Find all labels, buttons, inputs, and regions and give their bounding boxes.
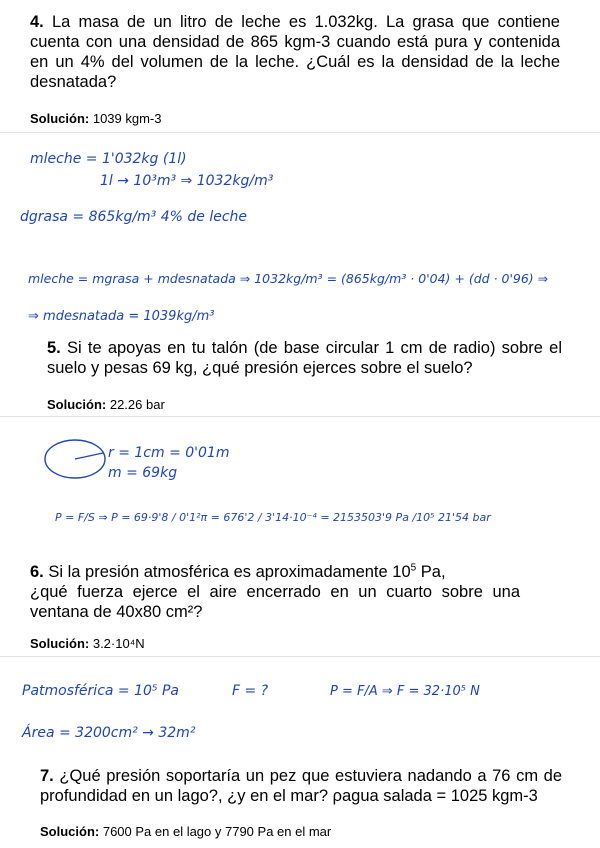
problem-text-line1: Si la presión atmosférica es aproximadamente 10: [48, 563, 411, 581]
solution-value: 3.2·10⁴N: [92, 636, 145, 651]
hw-line: Área = 3200cm² → 32m²: [22, 725, 196, 741]
problem-text: La masa de un litro de leche es 1.032kg. La grasa que contiene cuenta con una densidad de 865 kgm-3 cuando está pura y contenida en un 4% del volumen de la leche. ¿Cuál es la densidad de la leche desnatada?: [30, 13, 560, 91]
problem-text: ¿qué fuerza ejerce el aire encerrado en un cuarto sobre una ventana de 40x80 cm²?: [30, 583, 520, 621]
problem-text-line1-end: Pa,: [416, 563, 446, 581]
radius-line: [75, 453, 103, 459]
hw-line: P = F/S ⇒ P = 69·9'8 / 0'1²π = 676'2 / 3'14·10⁻⁴ = 2153503'9 Pa /10⁵ 21'54 bar: [55, 511, 491, 524]
handwritten-notes-6: [0, 657, 600, 757]
exponent: 5: [410, 562, 417, 574]
problem-number: 4.: [30, 13, 44, 31]
problem-7: [40, 766, 562, 806]
solution-6: [30, 636, 145, 651]
solution-7: [40, 824, 331, 839]
problem-number: 6.: [30, 563, 44, 581]
hw-line: P = F/A ⇒ F = 32·10⁵ N: [330, 684, 480, 699]
problem-text: Si te apoyas en tu talón (de base circular 1 cm de radio) sobre el suelo y pesas 69 kg, ¿qué presión ejerces sobre el suelo?: [47, 339, 562, 377]
hw-line: mleche = mgrasa + mdesnatada ⇒ 1032kg/m³ = (865kg/m³ · 0'04) + (dd · 0'96) ⇒: [28, 271, 549, 286]
handwritten-notes-5: [0, 417, 600, 552]
solution-label: Solución:: [47, 397, 107, 412]
problem-number: 5.: [47, 339, 61, 357]
problem-6: [30, 562, 520, 622]
hw-line: dgrasa = 865kg/m³ 4% de leche: [20, 209, 248, 225]
solution-value: 1039 kgm-3: [92, 111, 162, 126]
solution-5: [47, 397, 165, 412]
problem-number: 7.: [40, 767, 54, 785]
hw-line: mleche = 1'032kg (1l): [30, 151, 187, 167]
hw-line: m = 69kg: [108, 465, 178, 481]
solution-value: 22.26 bar: [109, 397, 165, 412]
solution-value: 7600 Pa en el lago y 7790 Pa en el mar: [102, 824, 332, 839]
problem-5: [47, 338, 562, 378]
handwritten-notes-4: [0, 133, 600, 338]
solution-label: Solución:: [30, 636, 90, 651]
solution-4: [30, 111, 162, 126]
hw-line: r = 1cm = 0'01m: [108, 445, 230, 461]
problem-4: [30, 12, 560, 92]
problem-text: ¿Qué presión soportaría un pez que estuviera nadando a 76 cm de profundidad en un lago?, ¿y en el mar? ρagua salada = 1025 kgm-3: [40, 767, 562, 805]
hw-line: 1l → 10³m³ ⇒ 1032kg/m³: [100, 173, 274, 189]
solution-label: Solución:: [40, 824, 100, 839]
hw-line: Patmosférica = 10⁵ Pa: [22, 683, 180, 699]
solution-label: Solución:: [30, 111, 90, 126]
hw-line: F = ?: [232, 683, 269, 699]
hw-line: ⇒ mdesnatada = 1039kg/m³: [28, 309, 215, 324]
